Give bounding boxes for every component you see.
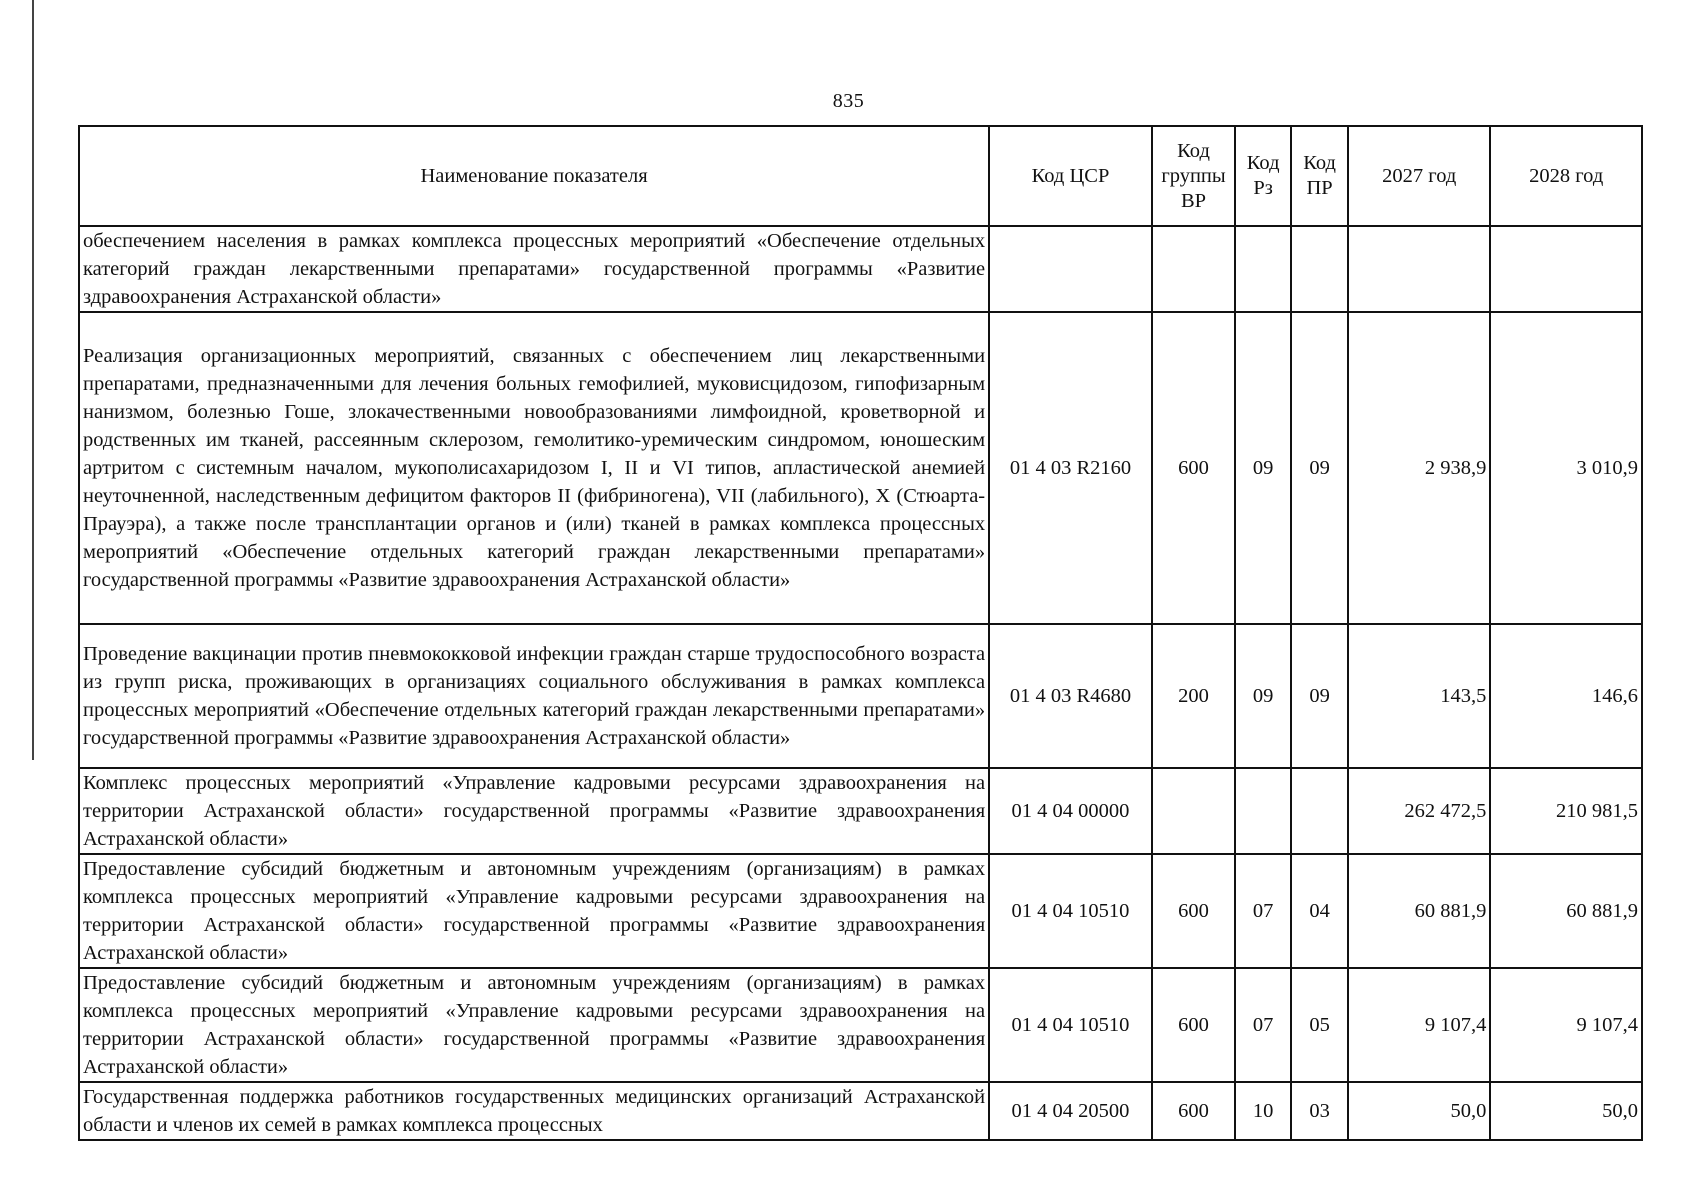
amount-2028: 60 881,9: [1490, 854, 1642, 968]
vr-code: 600: [1152, 1082, 1235, 1140]
table-row: [79, 1082, 1642, 1140]
header-name: Наименование показателя: [79, 126, 989, 226]
amount-2028: 210 981,5: [1490, 768, 1642, 854]
table-row: [79, 854, 1642, 968]
amount-2028: 9 107,4: [1490, 968, 1642, 1082]
amount-2027: 262 472,5: [1348, 768, 1490, 854]
rz-code: 09: [1235, 624, 1291, 768]
csr-code: 01 4 04 10510: [989, 854, 1152, 968]
indicator-name: Предоставление субсидий бюджетным и автономным учреждениям (организациям) в рамках комплекса процессных мероприятий «Управление кадровыми ресурсами здравоохранения на территории Астраханской области» государственной программы «Развитие здравоохранения Астраханской области»: [79, 968, 989, 1082]
amount-2028: [1490, 226, 1642, 312]
rz-code: 10: [1235, 1082, 1291, 1140]
vr-code: [1152, 768, 1235, 854]
header-vr: Код группы ВР: [1152, 126, 1235, 226]
vr-code: [1152, 226, 1235, 312]
pr-code: 09: [1291, 312, 1348, 624]
vr-code: 600: [1152, 854, 1235, 968]
table-row: [79, 624, 1642, 768]
csr-code: 01 4 04 10510: [989, 968, 1152, 1082]
csr-code: [989, 226, 1152, 312]
vr-code: 600: [1152, 968, 1235, 1082]
indicator-name: Реализация организационных мероприятий, связанных с обеспечением лиц лекарственными препаратами, предназначенными для лечения больных гемофилией, муковисцидозом, гипофизарным нанизмом, болезнью Гоше, злокачественными новообразованиями лимфоидной, кроветворной и родственных им тканей, рассеянным склерозом, гемолитико-уремическим синдромом, юношеским артритом с системным началом, мукополисахаридозом I, II и VI типов, апластической анемией неуточненной, наследственным дефицитом факторов II (фибриногена), VII (лабильного), X (Стюарта-Прауэра), а также после трансплантации органов и (или) тканей в рамках комплекса процессных мероприятий «Обеспечение отдельных категорий граждан лекарственными препаратами» государственной программы «Развитие здравоохранения Астраханской области»: [79, 312, 989, 624]
pr-code: 04: [1291, 854, 1348, 968]
table-row: [79, 226, 1642, 312]
header-pr: Код ПР: [1291, 126, 1348, 226]
vr-code: 600: [1152, 312, 1235, 624]
rz-code: [1235, 768, 1291, 854]
csr-code: 01 4 03 R2160: [989, 312, 1152, 624]
amount-2027: 9 107,4: [1348, 968, 1490, 1082]
header-2027: 2027 год: [1348, 126, 1490, 226]
amount-2028: 50,0: [1490, 1082, 1642, 1140]
rz-code: 07: [1235, 854, 1291, 968]
table-row: [79, 768, 1642, 854]
csr-code: 01 4 04 00000: [989, 768, 1152, 854]
pr-code: [1291, 226, 1348, 312]
pr-code: 05: [1291, 968, 1348, 1082]
indicator-name: Государственная поддержка работников государственных медицинских организаций Астраханской области и членов их семей в рамках комплекса процессных: [79, 1082, 989, 1140]
margin-rule: [32, 0, 34, 760]
indicator-name: Проведение вакцинации против пневмококковой инфекции граждан старше трудоспособного возраста из групп риска, проживающих в организациях социального обслуживания в рамках комплекса процессных мероприятий «Обеспечение отдельных категорий граждан лекарственными препаратами» государственной программы «Развитие здравоохранения Астраханской области»: [79, 624, 989, 768]
indicator-name: обеспечением населения в рамках комплекса процессных мероприятий «Обеспечение отдельных категорий граждан лекарственными препаратами» государственной программы «Развитие здравоохранения Астраханской области»: [79, 226, 989, 312]
csr-code: 01 4 03 R4680: [989, 624, 1152, 768]
pr-code: 09: [1291, 624, 1348, 768]
amount-2028: 3 010,9: [1490, 312, 1642, 624]
header-2028: 2028 год: [1490, 126, 1642, 226]
amount-2027: 2 938,9: [1348, 312, 1490, 624]
vr-code: 200: [1152, 624, 1235, 768]
rz-code: 09: [1235, 312, 1291, 624]
amount-2027: 143,5: [1348, 624, 1490, 768]
header-csr: Код ЦСР: [989, 126, 1152, 226]
indicator-name: Предоставление субсидий бюджетным и автономным учреждениям (организациям) в рамках комплекса процессных мероприятий «Управление кадровыми ресурсами здравоохранения на территории Астраханской области» государственной программы «Развитие здравоохранения Астраханской области»: [79, 854, 989, 968]
table-row: [79, 312, 1642, 624]
amount-2027: 50,0: [1348, 1082, 1490, 1140]
page-number: 835: [832, 90, 865, 112]
rz-code: 07: [1235, 968, 1291, 1082]
csr-code: 01 4 04 20500: [989, 1082, 1152, 1140]
rz-code: [1235, 226, 1291, 312]
amount-2027: [1348, 226, 1490, 312]
pr-code: 03: [1291, 1082, 1348, 1140]
table-row: [79, 968, 1642, 1082]
pr-code: [1291, 768, 1348, 854]
amount-2027: 60 881,9: [1348, 854, 1490, 968]
amount-2028: 146,6: [1490, 624, 1642, 768]
indicator-name: Комплекс процессных мероприятий «Управление кадровыми ресурсами здравоохранения на территории Астраханской области» государственной программы «Развитие здравоохранения Астраханской области»: [79, 768, 989, 854]
header-rz: Код Рз: [1235, 126, 1291, 226]
header-row: [79, 126, 1642, 226]
budget-table: [78, 125, 1643, 1141]
